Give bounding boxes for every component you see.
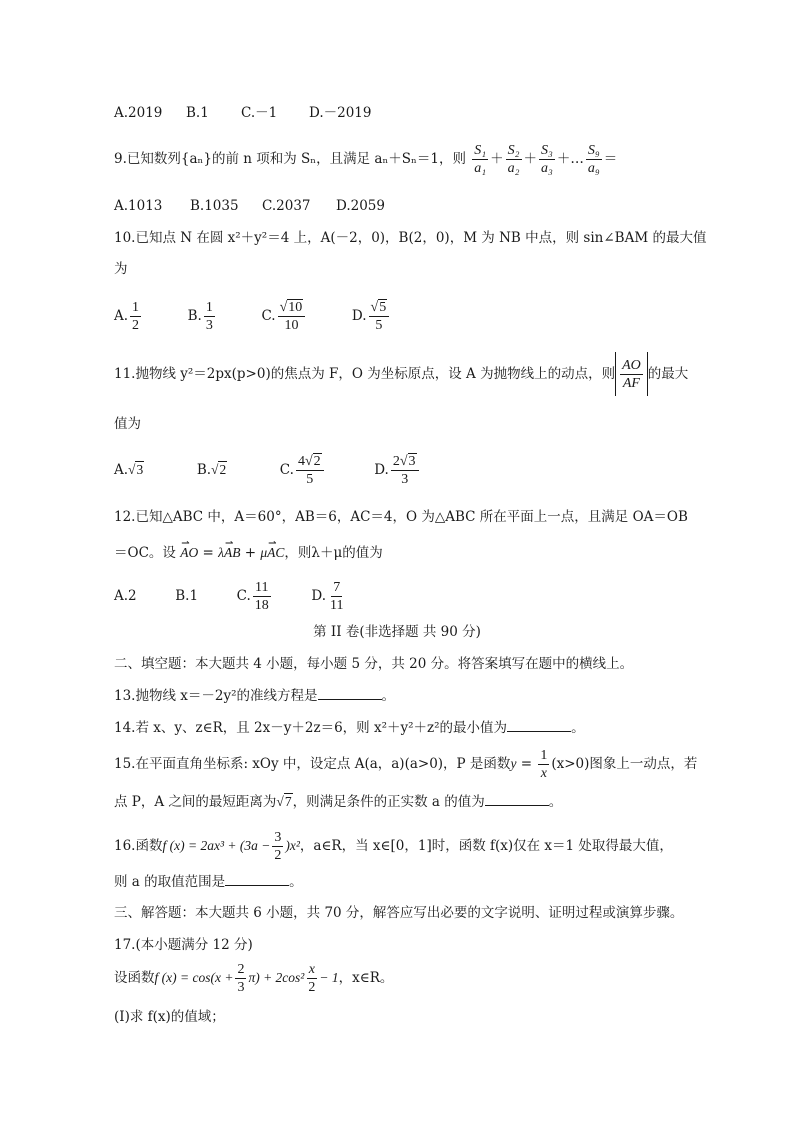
vector-ao: ⇀ AO bbox=[180, 545, 198, 560]
q12-text-a: ＝OC。设 bbox=[114, 545, 176, 561]
q15-sqrt: √7 bbox=[276, 794, 292, 809]
q14-end: 。 bbox=[571, 720, 585, 736]
q10-option-c-value: $\frac{√10}{10}$ bbox=[278, 299, 306, 334]
part2-title: 第 II 卷(非选择题 共 90 分) bbox=[313, 624, 481, 640]
q15-answer-blank[interactable] bbox=[485, 793, 549, 806]
q10-option-b-label: B. bbox=[187, 308, 202, 324]
q14-answer-blank[interactable] bbox=[507, 719, 571, 732]
equals-sign: ＝ bbox=[603, 151, 618, 167]
q10-option-c-label: C. bbox=[261, 308, 276, 324]
plus-sign: ＋ bbox=[523, 151, 538, 167]
q17-subquestion-1: (I)求 f(x)的值域； bbox=[114, 1009, 225, 1025]
vector-ac: ⇀ AC bbox=[267, 545, 284, 560]
q11-option-b-value: √2 bbox=[211, 462, 227, 477]
q10-option-d-value: $\frac{√5}{5}$ bbox=[369, 299, 390, 334]
q10-options bbox=[114, 296, 391, 336]
q17-fraction-2: $\frac{x}{2}$ bbox=[308, 962, 316, 995]
q15-text-b: (x>0)图象上一动点，若 bbox=[551, 756, 698, 772]
q17-formula-1: f (x) = cos(x + bbox=[154, 970, 234, 985]
q15-text-d: ，则满足条件的正实数 a 的值为 bbox=[292, 794, 485, 810]
q17-formula-3: − 1 bbox=[319, 970, 339, 985]
q16-text-c: 则 a 的取值范围是 bbox=[114, 874, 226, 890]
q16-question-cont bbox=[114, 872, 303, 892]
q11-option-b-label: B. bbox=[196, 462, 212, 478]
q10-question-cont: 为 bbox=[114, 261, 128, 277]
q15-end: 。 bbox=[548, 794, 563, 810]
q9-option-d: D.2059 bbox=[336, 198, 385, 214]
q9-question bbox=[114, 140, 617, 178]
q17-text-b: ，x∈R。 bbox=[338, 970, 394, 986]
q15-y: y bbox=[510, 756, 517, 771]
q12-option-a: A.2 bbox=[114, 588, 137, 604]
q12-text-b: ，则λ＋μ的值为 bbox=[284, 545, 383, 561]
q8-option-c: C.－1 bbox=[241, 105, 278, 121]
q16-text: 16.函数 bbox=[114, 838, 163, 854]
q11-question-cont: 值为 bbox=[114, 416, 141, 432]
q13-answer-blank[interactable] bbox=[318, 687, 382, 700]
q9-option-b: B.1035 bbox=[190, 198, 239, 214]
q12-option-d-label: D. bbox=[311, 588, 327, 604]
plus-sign: ＋ bbox=[490, 151, 504, 167]
q9-fraction-3: $\frac{\text{S₃}}{\text{a₃}}$ bbox=[541, 143, 553, 176]
q16-formula: f (x) = 2ax³ + (3a − bbox=[162, 838, 271, 853]
q13-end: 。 bbox=[381, 688, 396, 704]
q12-question-cont bbox=[114, 543, 383, 563]
lambda: λ bbox=[218, 545, 224, 560]
q11-option-a-label: A. bbox=[114, 462, 129, 478]
q11-option-d-label: D. bbox=[374, 462, 389, 478]
section3-heading: 三、解答题：本大题共 6 小题，共 70 分，解答应写出必要的文字说明、证明过程或演算步骤。 bbox=[114, 905, 684, 921]
equals-sign: = bbox=[198, 545, 219, 561]
q11-text-after: 的最大 bbox=[647, 366, 689, 382]
q11-option-c-value: $\frac{4√2}{5}$ bbox=[296, 453, 324, 488]
q16-fraction: $\frac{3}{2}$ bbox=[274, 830, 282, 863]
q11-text: 11.抛物线 y²＝2px(p>0)的焦点为 F，O 为坐标原点，设 A 为抛物线上的动点，则 bbox=[114, 366, 616, 382]
q8-options bbox=[114, 103, 372, 123]
q15-question bbox=[114, 745, 697, 783]
q9-fraction-9: $\frac{\text{S₉}}{\text{a₉}}$ bbox=[587, 143, 600, 176]
q9-options bbox=[114, 196, 385, 216]
q8-option-d: D.－2019 bbox=[309, 105, 372, 121]
q12-option-c-label: C. bbox=[236, 588, 251, 604]
q8-option-b: B.1 bbox=[186, 105, 209, 121]
q14-question bbox=[114, 718, 585, 738]
q14-text: 14.若 x、y、z∈R，且 2x－y＋2z＝6，则 x²＋y²＋z²的最小值为 bbox=[114, 720, 508, 736]
q15-text: 15.在平面直角坐标系: xOy 中，设定点 A(a，a)(a>0)，P 是函数 bbox=[114, 756, 511, 772]
q16-answer-blank[interactable] bbox=[225, 873, 289, 886]
q10-option-d-label: D. bbox=[351, 308, 367, 324]
q8-option-a: A.2019 bbox=[114, 105, 163, 121]
q16-text-b: ，a∈R，当 x∈[0，1]时，函数 f(x)仅在 x＝1 处取得最大值， bbox=[299, 838, 673, 854]
section2-heading: 二、填空题：本大题共 4 小题，每小题 5 分，共 20 分。将答案填写在题中的横线上。 bbox=[114, 656, 634, 672]
q17-text: 设函数 bbox=[114, 970, 155, 986]
q15-fraction: $\frac{1}{x}$ bbox=[540, 748, 548, 781]
q10-option-a-value: $\frac{1}{2}$ bbox=[132, 300, 140, 333]
q9-text: 9.已知数列{aₙ}的前 n 项和为 Sₙ，且满足 aₙ＋Sₙ＝1，则 bbox=[114, 151, 466, 167]
equals-sign: = bbox=[516, 756, 537, 772]
ellipsis: ＋… bbox=[556, 151, 584, 167]
q11-option-a-value: √3 bbox=[128, 462, 144, 477]
q11-option-c-label: C. bbox=[279, 462, 294, 478]
q12-option-c-value: $\frac{11}{18}$ bbox=[254, 580, 269, 613]
q9-option-a: A.1013 bbox=[114, 198, 163, 214]
q17-question bbox=[114, 958, 393, 998]
q16-formula-tail: )x² bbox=[285, 838, 300, 853]
q13-text: 13.抛物线 x＝－2y²的准线方程是 bbox=[114, 688, 318, 704]
q11-option-d-value: $\frac{2√3}{3}$ bbox=[391, 453, 419, 488]
q10-question: 10.已知点 N 在圆 x²＋y²＝4 上，A(－2，0)，B(2，0)，M 为 NB 中点，则 sin∠BAM 的最大值 bbox=[114, 230, 707, 246]
q9-fraction-2: $\frac{\text{S₂}}{\text{a₂}}$ bbox=[507, 143, 520, 176]
q10-option-a-label: A. bbox=[114, 308, 129, 324]
q15-question-cont bbox=[114, 792, 562, 812]
q10-option-b-value: $\frac{1}{3}$ bbox=[205, 300, 213, 333]
q17-formula-2: π) + 2cos² bbox=[248, 970, 305, 985]
q12-options bbox=[114, 576, 348, 616]
q11-abs-fraction: $\frac{AO}{AF}$ bbox=[615, 352, 648, 396]
q17-fraction-1: $\frac{2}{3}$ bbox=[237, 962, 245, 995]
q12-option-d-value: $\frac{7}{11}$ bbox=[330, 580, 344, 613]
q9-option-c: C.2037 bbox=[262, 198, 311, 214]
vector-ab: ⇀ AB bbox=[224, 545, 241, 560]
plus-sign: + bbox=[240, 545, 261, 561]
q17-heading: 17.(本小题满分 12 分) bbox=[114, 937, 253, 953]
q16-question bbox=[114, 826, 673, 866]
q15-text-c: 点 P，A 之间的最短距离为 bbox=[114, 794, 277, 810]
q13-question bbox=[114, 686, 395, 706]
q12-question: 12.已知△ABC 中，A＝60°，AB＝6，AC＝4，O 为△ABC 所在平面上一点，且满足 OA＝OB bbox=[114, 509, 688, 525]
q12-option-b: B.1 bbox=[175, 588, 199, 604]
q9-fraction-1: $\frac{\text{S₁}}{\text{a₁}}$ bbox=[474, 143, 487, 176]
q11-question bbox=[114, 352, 688, 396]
q16-end: 。 bbox=[289, 874, 303, 890]
q11-options bbox=[114, 450, 421, 490]
mu: μ bbox=[260, 545, 268, 560]
